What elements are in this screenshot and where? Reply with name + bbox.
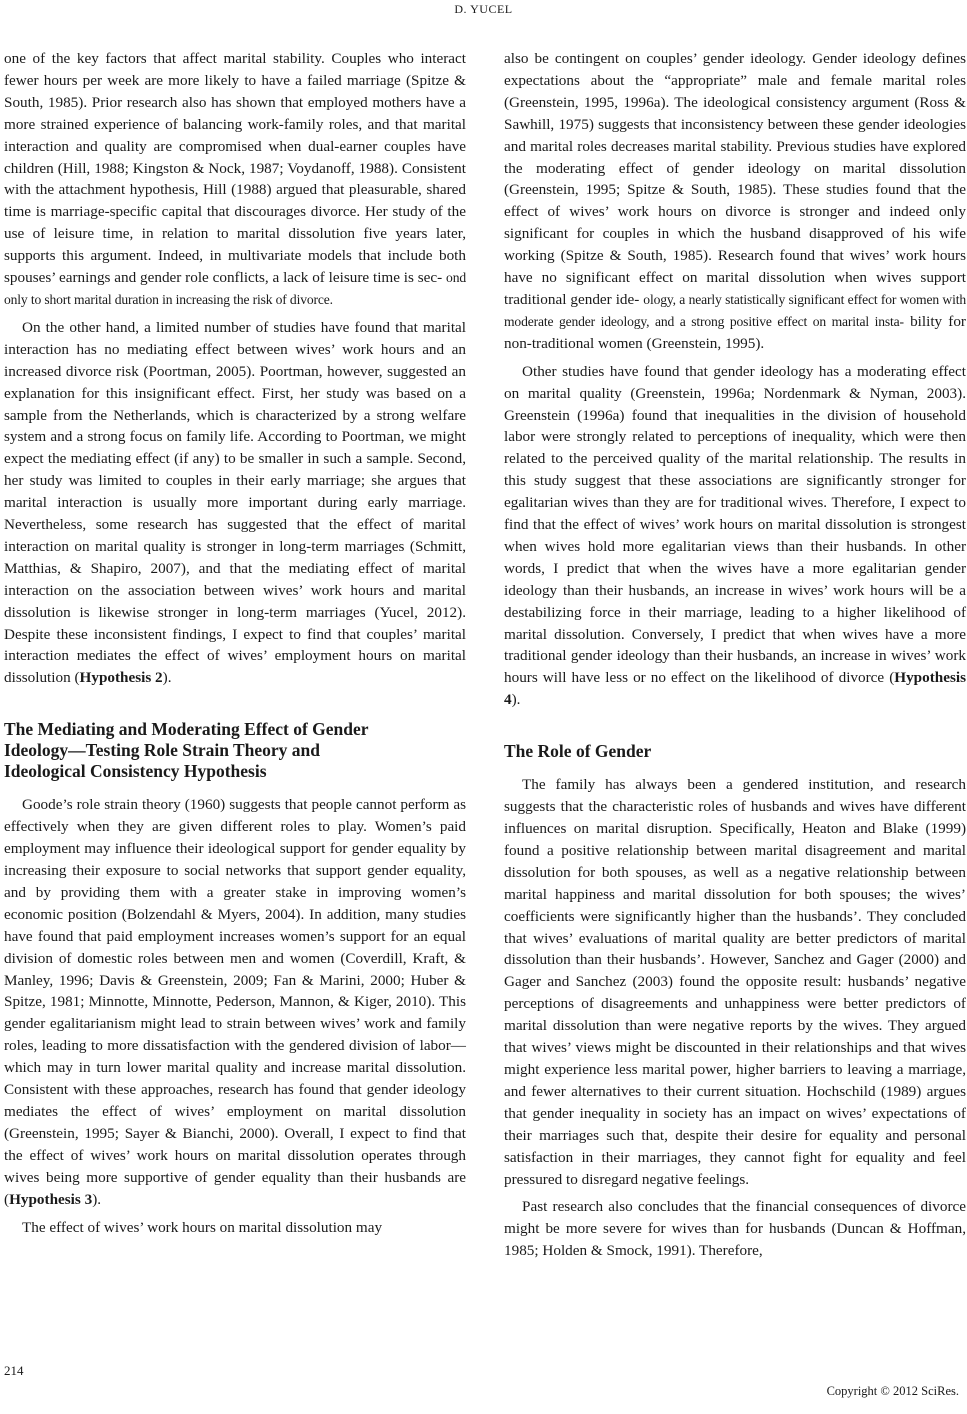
paragraph-text: also be contingent on couples’ gender ideology. Gender ideology defines expectations about the “appropriate” male and female marital roles (Greenstein, 1995, 1996a). The ideological consistency argument (Ross & Sawhill, 1975) suggests that inconsistency between these gender ideologies and marital roles decreases marital stability. Previous studies have explored the moderating effect of gender ideology on marital dissolution (Greenstein, 1995; Spitze & South, 1985). These studies found that the effect of wives’ work hours on divorce is stronger and indeed only significant for couples in which the husband disapproved of his wife working (Spitze & South, 1985). Research found that wives’ work hours have no significant effect on marital dissolution when wives support traditional gender ide- (504, 50, 966, 308)
hypothesis-label: Hypothesis 3 (9, 1190, 93, 1208)
paragraph-text: The effect of wives’ work hours on marital dissolution may (22, 1218, 383, 1236)
paragraph-text: one of the key factors that affect marital stability. Couples who interact fewer hours per week are more likely to have a failed marriage (Spitze & South, 1985). Prior research also has shown that employed mothers have a more strained experience of balancing work-family roles, and that marital interaction and quality are compromised when dual-earner couples have children (Hill, 1988; Kingston & Nock, 1987; Voydanoff, 1988). Consistent with the attachment hypothesis, Hill (1988) argued that pleasurable, shared time is marriage-specific capital that discourages divorce. Her study of the use of leisure time, in relation to marital dissolution five years later, supports this argument. Indeed, in multivariate models that include both spouses’ earnings and gender role conflicts, a lack of leisure time is sec- (4, 50, 466, 287)
paragraph (4, 317, 466, 689)
paragraph-end: ). (511, 691, 521, 709)
paragraph-text: On the other hand, a limited number of studies have found that marital interaction has no mediating effect between wives’ work hours and an increased divorce risk (Poortman, 2005). Poortman, however, suggested an explanation for this insignificant effect. First, her study was based on a sample from the Netherlands, which is characterized by a strong welfare system and a strong focus on family life. According to Poortman, we might expect the mediating effect (if any) to be smaller in such a sample. Second, her study was limited to couples in their early marriage; she argues that marital interaction is usually more important during early marriage. Nevertheless, some research has suggested that the effect of marital interaction on marital quality is stronger in long-term marriages (Schmitt, Matthias, & Shapiro, 2007), and that the mediating effect of marital interaction on the association between wives’ work hours and marital dissolution is likewise stronger in long-term marriages (Yucel, 2012). Despite these inconsistent findings, I expect to find that couples’ marital interaction mediates the effect of wives’ employment hours on marital dissolution ( (4, 318, 466, 687)
heading-line: Ideological Consistency Hypothesis (4, 761, 267, 782)
paragraph (4, 1217, 466, 1239)
paragraph-tail: ond only to short marital duration in increasing the risk of divorce. (4, 270, 466, 307)
paragraph-end: ). (92, 1190, 102, 1208)
paragraph-text: The family has always been a gendered institution, and research suggests that the characteristic roles of husbands and wives have different influences on marital disruption. Specifically, Heaton and Blake (1999) found a positive relationship between marital disagreement and marital dissolution for both spouses, as well as a negative relationship between marital happiness and marital dissolution for both spouses; the wives’ coefficients were significantly higher than the husbands’. They concluded that wives’ evaluations of marital quality are better predictors of marital dissolution than their husbands’. However, Sanchez and Gager (2000) and Gager and Sanchez (2003) found the opposite result: husbands’ negative perceptions of disagreements and unhappiness were better predictors of marital dissolution than were negative reports by the wives. They argued that wives’ views might be discounted in their relationships and that wives might experience less marital power, higher barriers to leaving a marriage, and fewer alternatives to their current situation. Hochschild (1989) argues that gender inequality in society has an impact on wives’ expectations of their marriages such that, despite their desire for equality and personal satisfaction in their marriages, they cannot fight for equality and feel pressured to disregard negative feelings. (504, 776, 966, 1188)
section-heading: The Role of Gender (504, 741, 652, 762)
hypothesis-label: Hypothesis 4 (504, 669, 966, 709)
hypothesis-label: Hypothesis 2 (79, 669, 163, 687)
paragraph-text: Goode’s role strain theory (1960) suggests that people cannot perform as effectively when they are given different roles to play. Women’s paid employment may influence their ideological support for gender equality by increasing their exposure to social networks that support gender equality, and by providing them with a greater stake in improving women’s economic position (Bolzendahl & Myers, 2004). In addition, many studies have found that paid employment increases women’s support for an equal division of domestic roles between men and women (Coverdill, Kraft, & Manley, 1996; Davis & Greenstein, 2009; Fan & Marini, 2000; Huber & Spitze, 1981; Minnotte, Minnotte, Pederson, Mannon, & Kiger, 2010). This gender egalitarianism might lead to strain between wives’ work and family roles, leading to more dissatisfaction with the gendered division of labor—which may in turn lower marital quality and increase marital dissolution. Consistent with these approaches, research has found that gender ideology mediates the effect of wives’ employment on marital dissolution (Greenstein, 1995; Sayer & Bianchi, 2000). Overall, I expect to find that the effect of wives’ work hours on marital dissolution operates through wives being more supportive of gender equality than their husbands are ( (4, 796, 466, 1208)
paragraph (4, 794, 466, 1210)
running-head: D. YUCEL (454, 2, 513, 16)
paragraph (504, 48, 966, 355)
paragraph-tail: ology, a nearly statistically significant effect for women with moderate gender ideology, and a strong positive effect on marital insta- (504, 291, 966, 329)
paragraph-text: Past research also concludes that the financial consequences of divorce might be more severe for wives than for husbands (Duncan & Hoffman, 1985; Holden & Smock, 1991). Therefore, (504, 1198, 966, 1260)
paragraph-end: ). (162, 669, 172, 687)
copyright-notice: Copyright © 2012 SciRes. (826, 1384, 959, 1398)
page-number: 214 (4, 1363, 24, 1378)
paragraph (504, 361, 966, 712)
paragraph (504, 774, 966, 1190)
right-column (504, 48, 966, 1262)
heading-line: The Mediating and Moderating Effect of Gender (4, 719, 369, 740)
paragraph (4, 48, 466, 311)
section-heading (4, 719, 466, 782)
paragraph-text: Other studies have found that gender ideology has a moderating effect on marital quality (Greenstein, 1996a; Nordenmark & Nyman, 2003). Greenstein (1996a) found that inequalities in the division of household labor were strongly related to perceptions of inequality, which were then related to the perceived quality of the marital relationship. The results in this study suggest that these associations are significantly stronger for egalitarian wives than they are for traditional wives. Therefore, I expect to find that the effect of wives’ work hours on marital dissolution is strongest when wives hold more egalitarian views than their husbands. In other words, I predict that when the wives have a more egalitarian gender ideology than their husbands, an increase in wives’ work hours will be a destabilizing force in their marriage, leading to a higher likelihood of marital dissolution. Conversely, I predict that when wives have a more traditional gender ideology than their husbands, an increase in wives’ work hours will have less or no effect on the likelihood of divorce ( (504, 362, 966, 687)
heading-line: Ideology—Testing Role Strain Theory and (4, 740, 321, 761)
left-column (4, 48, 466, 1238)
paragraph-tail: bility for non-traditional women (Greenstein, 1995). (504, 312, 966, 352)
paragraph (504, 1196, 966, 1262)
